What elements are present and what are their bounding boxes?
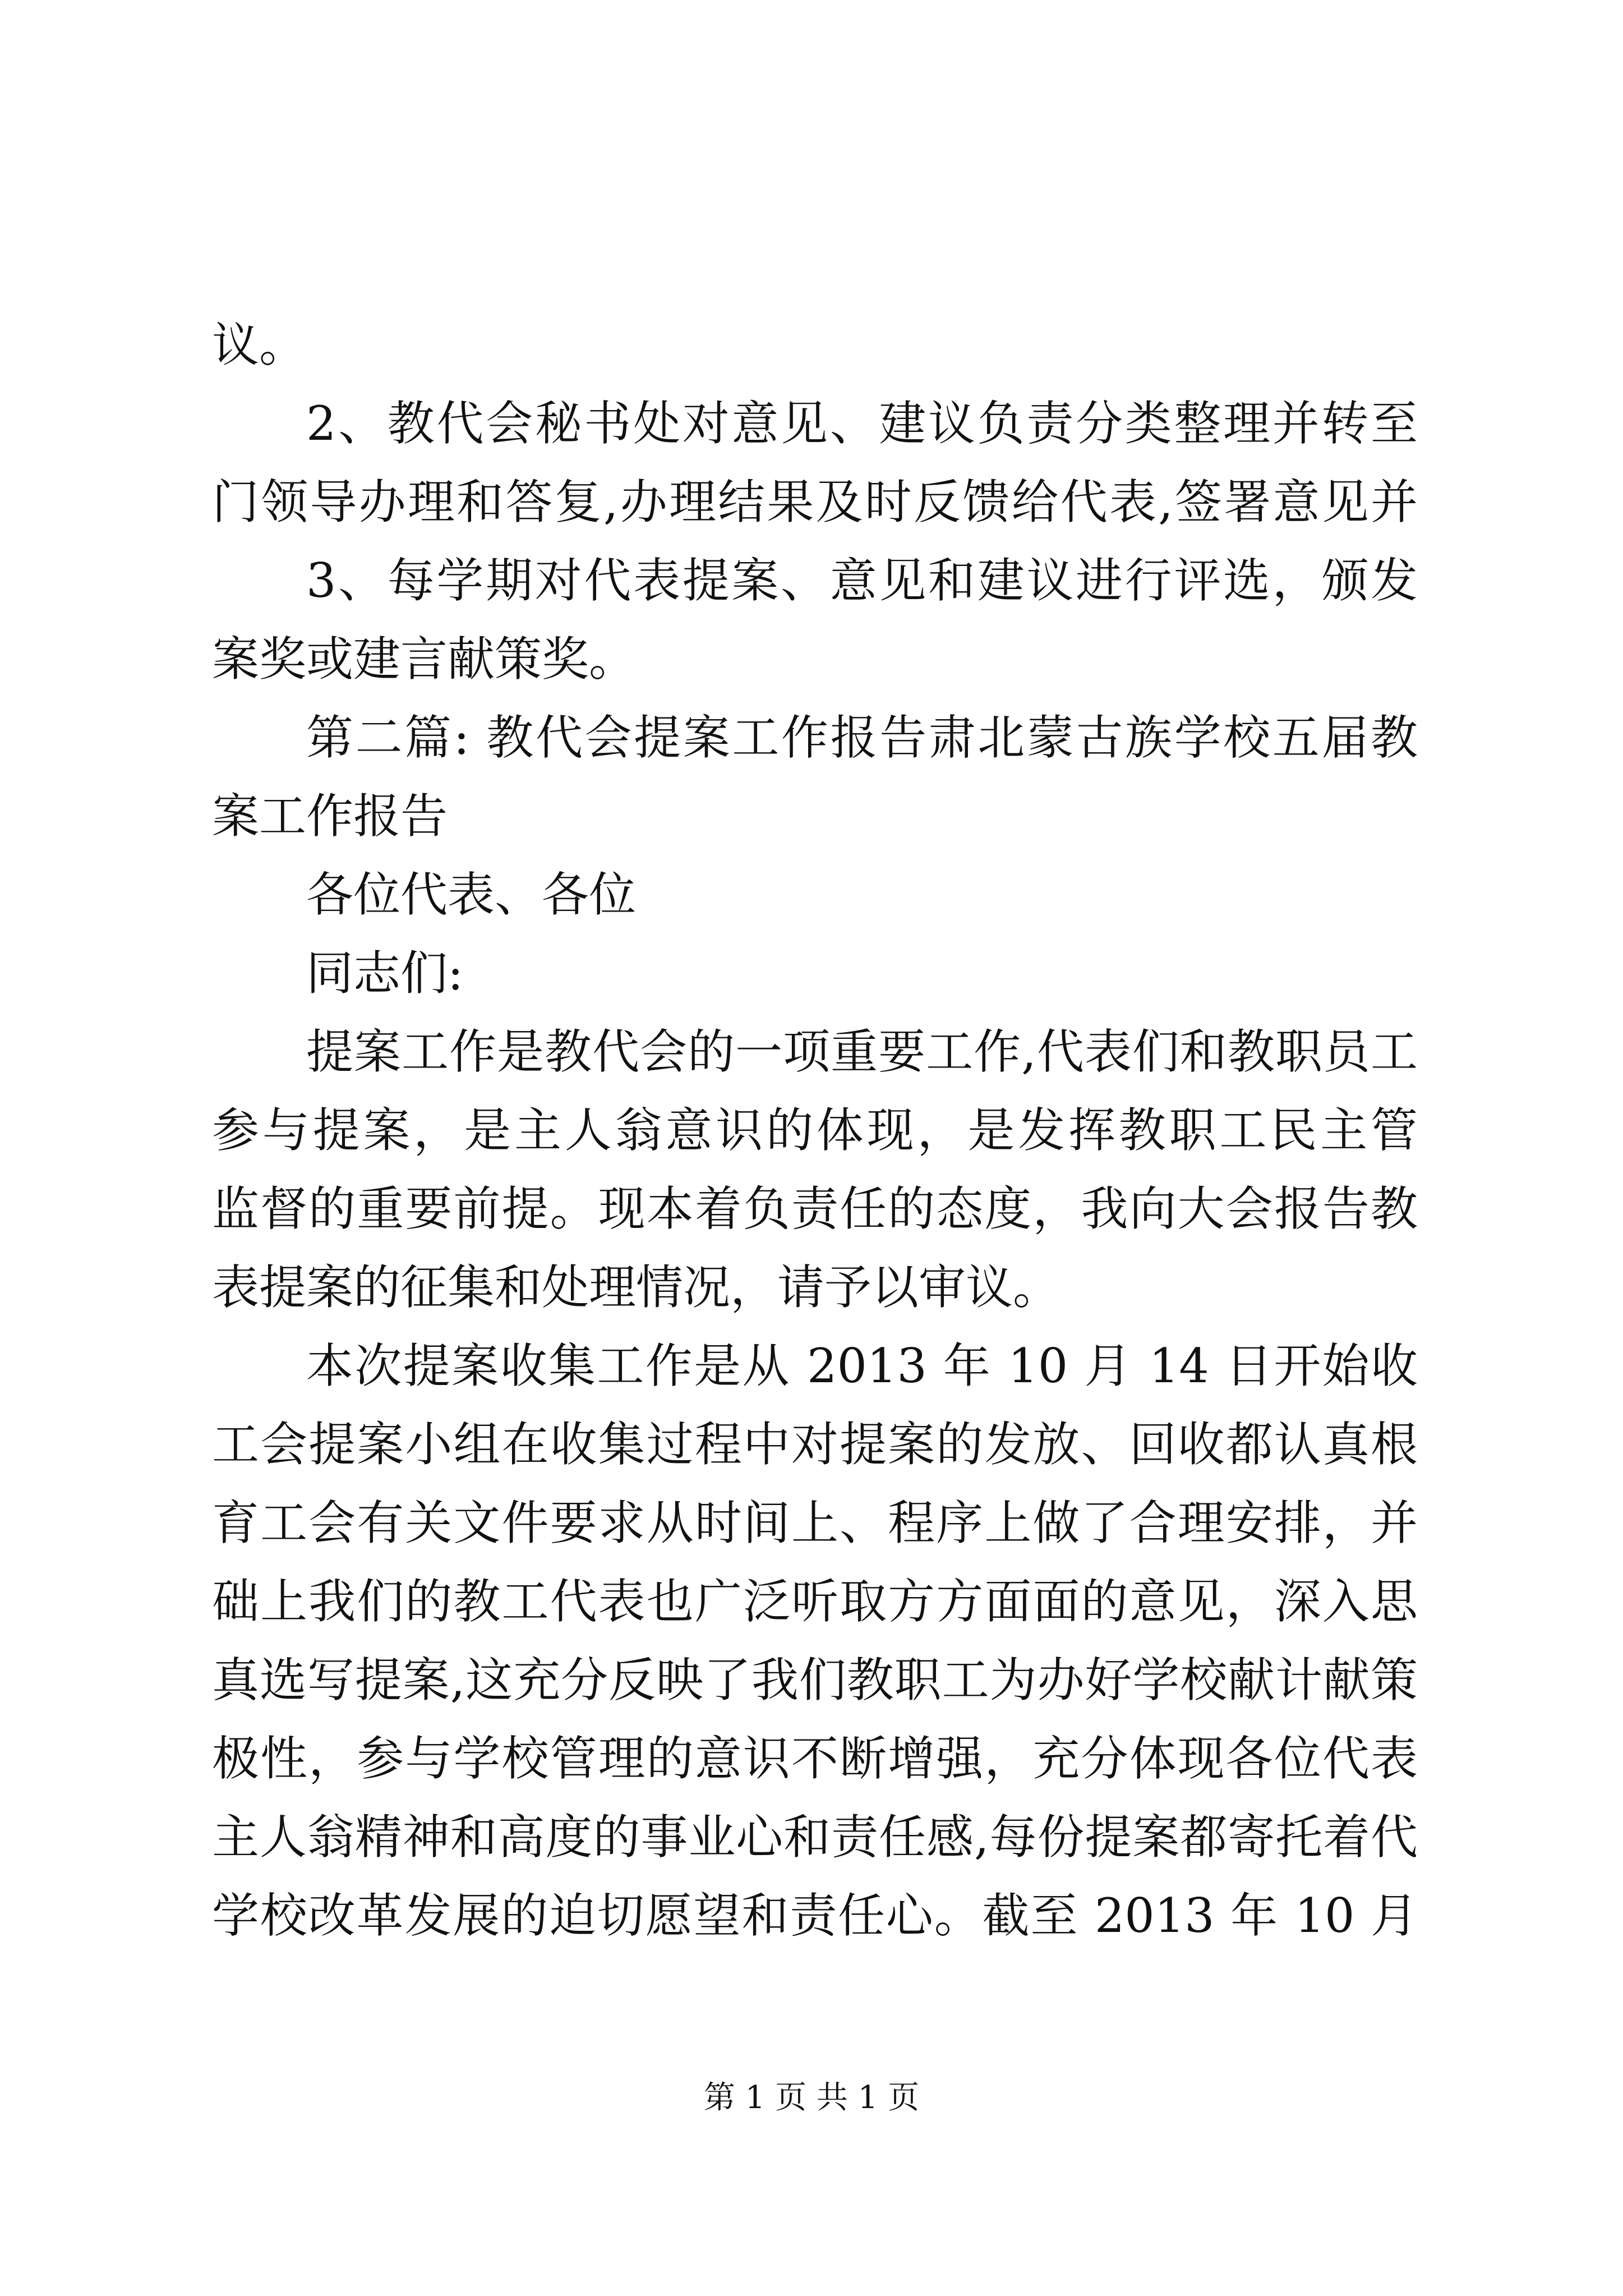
text-line: 议。 xyxy=(212,318,307,372)
text-line: 真选写提案,这充分反映了我们教职工为办好学校献计献策 xyxy=(212,1653,1418,1708)
text-line: 门领导办理和答复,办理结果及时反馈给代表,签署意见并 xyxy=(212,475,1418,530)
text-line: 极性，参与学校管理的意识不断增强，充分体现各位代表 xyxy=(212,1731,1418,1786)
text-line: 本次提案收集工作是从 2013 年 10 月 14 日开始收 xyxy=(306,1338,1418,1393)
page-footer: 第 1 页 共 1 页 xyxy=(703,2079,920,2116)
text-line: 案奖或建言献策奖。 xyxy=(212,632,637,687)
text-line: 2、教代会秘书处对意见、建议负责分类整理并转至 xyxy=(306,396,1418,451)
text-line: 工会提案小组在收集过程中对提案的发放、回收都认真根 xyxy=(212,1417,1418,1472)
text-line: 监督的重要前提。现本着负责任的态度，我向大会报告教 xyxy=(212,1181,1418,1236)
document-body xyxy=(212,306,1418,1955)
text-line: 育工会有关文件要求从时间上、程序上做了合理安排，并 xyxy=(212,1496,1418,1550)
text-line: 提案工作是教代会的一项重要工作,代表们和教职员工 xyxy=(306,1024,1418,1079)
text-line: 同志们: xyxy=(306,946,464,1001)
text-line: 3、每学期对代表提案、意见和建议进行评选，颁发 xyxy=(306,553,1418,608)
text-line: 学校改革发展的迫切愿望和责任心。截至 2013 年 10 月 xyxy=(212,1888,1418,1943)
text-line: 参与提案，是主人翁意识的体现，是发挥教职工民主管 xyxy=(212,1103,1418,1158)
text-line: 主人翁精神和高度的事业心和责任感,每份提案都寄托着代 xyxy=(212,1810,1418,1865)
text-line: 第二篇: 教代会提案工作报告肃北蒙古族学校五届教 xyxy=(306,710,1418,765)
text-line: 各位代表、各位 xyxy=(306,867,637,922)
text-line: 础上我们的教工代表也广泛听取方方面面的意见，深入思 xyxy=(212,1574,1418,1629)
text-line: 案工作报告 xyxy=(212,789,448,844)
text-line: 表提案的征集和处理情况，请予以审议。 xyxy=(212,1260,1061,1315)
